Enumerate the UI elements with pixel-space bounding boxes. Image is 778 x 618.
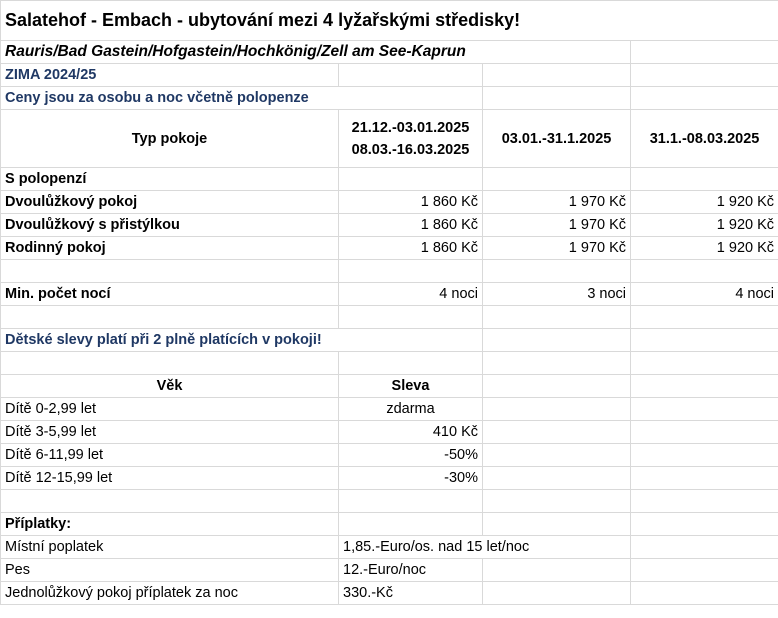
cell[interactable] — [1, 306, 339, 329]
cell[interactable] — [339, 352, 483, 375]
surcharges-label[interactable]: Příplatky: — [1, 513, 339, 536]
cell[interactable] — [631, 559, 778, 582]
cell[interactable] — [339, 64, 483, 87]
season-row — [1, 64, 778, 87]
cell[interactable] — [631, 64, 778, 87]
discount-header-value[interactable]: Sleva — [339, 375, 483, 398]
cell[interactable] — [339, 168, 483, 191]
cell[interactable] — [631, 467, 778, 490]
room-row — [1, 237, 778, 260]
room-price-period-2[interactable]: 1 970 Kč — [483, 214, 631, 237]
price-note-row — [1, 87, 778, 110]
cell[interactable] — [631, 329, 778, 352]
empty-row — [1, 490, 778, 513]
surcharge-label[interactable]: Jednolůžkový pokoj příplatek za noc — [1, 582, 339, 605]
cell[interactable] — [631, 421, 778, 444]
empty-row — [1, 352, 778, 375]
empty-row — [1, 306, 778, 329]
room-price-period-1[interactable]: 1 860 Kč — [339, 214, 483, 237]
room-price-period-2[interactable]: 1 970 Kč — [483, 237, 631, 260]
cell[interactable] — [631, 513, 778, 536]
header-period-1-line-1: 21.12.-03.01.2025 — [351, 119, 470, 136]
sheet-title[interactable]: Salatehof - Embach - ubytování mezi 4 lyžařskými středisky! — [1, 1, 631, 41]
room-price-period-3[interactable]: 1 920 Kč — [631, 191, 778, 214]
season-label[interactable]: ZIMA 2024/25 — [1, 64, 339, 87]
room-price-period-1[interactable]: 1 860 Kč — [339, 191, 483, 214]
cell[interactable] — [1, 490, 339, 513]
cell[interactable] — [631, 536, 778, 559]
surcharges-header-row — [1, 513, 778, 536]
discount-value[interactable]: -50% — [339, 444, 483, 467]
cell[interactable] — [483, 168, 631, 191]
header-period-1[interactable] — [339, 110, 483, 168]
room-name[interactable]: Rodinný pokoj — [1, 237, 339, 260]
header-period-1-line-2: 08.03.-16.03.2025 — [351, 141, 470, 158]
cell[interactable] — [483, 260, 631, 283]
surcharge-value[interactable]: 330.-Kč — [339, 582, 483, 605]
price-note[interactable]: Ceny jsou za osobu a noc včetně polopenze — [1, 87, 483, 110]
title-row — [1, 1, 778, 41]
cell[interactable] — [483, 352, 631, 375]
cell[interactable] — [483, 421, 631, 444]
cell[interactable] — [631, 398, 778, 421]
cell[interactable] — [483, 64, 631, 87]
cell[interactable] — [483, 582, 631, 605]
discount-age[interactable]: Dítě 12-15,99 let — [1, 467, 339, 490]
cell[interactable] — [339, 513, 483, 536]
header-row — [1, 110, 778, 168]
discount-age[interactable]: Dítě 3-5,99 let — [1, 421, 339, 444]
discount-age[interactable]: Dítě 6-11,99 let — [1, 444, 339, 467]
discount-value[interactable]: zdarma — [339, 398, 483, 421]
discount-header-age[interactable]: Věk — [1, 375, 339, 398]
surcharge-row — [1, 582, 778, 605]
child-note-row — [1, 329, 778, 352]
surcharge-label[interactable]: Pes — [1, 559, 339, 582]
cell[interactable] — [483, 375, 631, 398]
cell[interactable] — [1, 260, 339, 283]
header-room-type[interactable]: Typ pokoje — [1, 110, 339, 168]
discount-age[interactable]: Dítě 0-2,99 let — [1, 398, 339, 421]
cell[interactable] — [483, 398, 631, 421]
cell[interactable] — [483, 559, 631, 582]
child-discount-note[interactable]: Dětské slevy platí při 2 plně platících v pokoji! — [1, 329, 483, 352]
cell[interactable] — [631, 87, 778, 110]
cell[interactable] — [631, 168, 778, 191]
cell[interactable] — [631, 352, 778, 375]
room-price-period-2[interactable]: 1 970 Kč — [483, 191, 631, 214]
cell[interactable] — [631, 306, 778, 329]
cell[interactable] — [339, 260, 483, 283]
room-price-period-3[interactable]: 1 920 Kč — [631, 214, 778, 237]
cell[interactable] — [339, 490, 483, 513]
min-nights-label[interactable]: Min. počet nocí — [1, 283, 339, 306]
cell[interactable] — [1, 352, 339, 375]
cell[interactable] — [631, 582, 778, 605]
cell[interactable] — [631, 260, 778, 283]
cell[interactable] — [631, 1, 778, 41]
cell[interactable] — [483, 467, 631, 490]
discount-row — [1, 421, 778, 444]
room-row — [1, 191, 778, 214]
cell[interactable] — [631, 490, 778, 513]
room-price-period-3[interactable]: 1 920 Kč — [631, 237, 778, 260]
cell[interactable] — [483, 513, 631, 536]
cell[interactable] — [631, 41, 778, 64]
header-period-2[interactable]: 03.01.-31.1.2025 — [483, 110, 631, 168]
surcharge-label[interactable]: Místní poplatek — [1, 536, 339, 559]
cell[interactable] — [631, 444, 778, 467]
min-nights-period-1[interactable]: 4 noci — [339, 283, 483, 306]
discount-row — [1, 467, 778, 490]
cell[interactable] — [339, 306, 483, 329]
cell[interactable] — [483, 306, 631, 329]
surcharge-value[interactable]: 12.-Euro/noc — [339, 559, 483, 582]
surcharge-row — [1, 559, 778, 582]
room-name[interactable]: Dvoulůžkový pokoj — [1, 191, 339, 214]
cell[interactable] — [483, 444, 631, 467]
cell[interactable] — [483, 87, 631, 110]
discount-value[interactable]: 410 Kč — [339, 421, 483, 444]
min-nights-row — [1, 283, 778, 306]
room-price-period-1[interactable]: 1 860 Kč — [339, 237, 483, 260]
resorts-subtitle[interactable]: Rauris/Bad Gastein/Hofgastein/Hochkönig/Zell am See-Kaprun — [1, 41, 631, 64]
discount-header-row — [1, 375, 778, 398]
board-label[interactable]: S polopenzí — [1, 168, 339, 191]
surcharge-row — [1, 536, 778, 559]
room-name[interactable]: Dvoulůžkový s přistýlkou — [1, 214, 339, 237]
room-row — [1, 214, 778, 237]
board-row — [1, 168, 778, 191]
discount-value[interactable]: -30% — [339, 467, 483, 490]
subtitle-row — [1, 41, 778, 64]
cell[interactable] — [483, 490, 631, 513]
discount-row — [1, 398, 778, 421]
surcharge-value[interactable]: 1,85.-Euro/os. nad 15 let/noc — [339, 536, 631, 559]
min-nights-period-2[interactable]: 3 noci — [483, 283, 631, 306]
cell[interactable] — [483, 329, 631, 352]
header-period-3[interactable]: 31.1.-08.03.2025 — [631, 110, 778, 168]
min-nights-period-3[interactable]: 4 noci — [631, 283, 778, 306]
discount-row — [1, 444, 778, 467]
cell[interactable] — [631, 375, 778, 398]
empty-row — [1, 260, 778, 283]
